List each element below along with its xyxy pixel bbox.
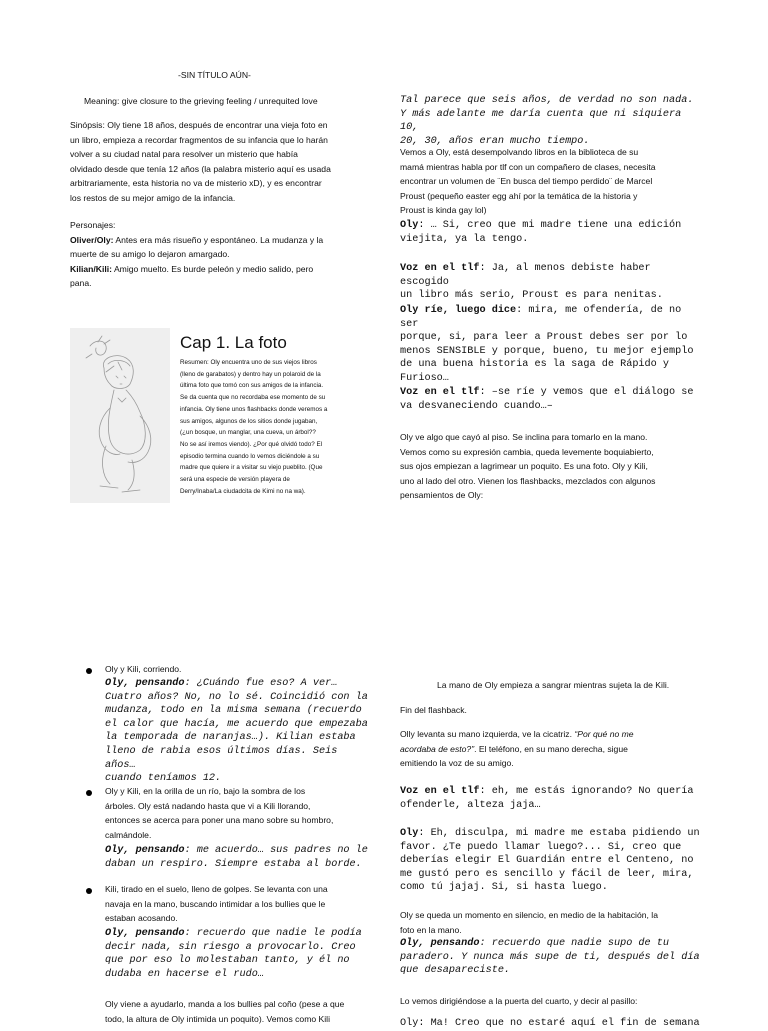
narration-line: Proust is kinda gay lol): [400, 205, 487, 215]
sinopsis-line: un libro, empieza a recordar fragmentos de su infancia que lo harán: [70, 134, 328, 145]
silence-paragraph: [400, 908, 700, 937]
meaning-line: Meaning: give closure to the grieving feeling / unrequited love: [84, 96, 318, 106]
resumen-line: (lleno de garabatos) y dentro hay un polaroid de la: [180, 370, 321, 378]
flashback-item-2: [105, 784, 370, 842]
door-line: Lo vemos dirigiéndose a la puerta del cuarto, y decir al pasillo:: [400, 996, 638, 1006]
flashback-text: árboles. Oly está nadando hasta que vi a Kili llorando,: [105, 800, 311, 811]
scar-paragraph: [400, 727, 700, 771]
dialogue-line: : eh, me estás ignorando? No quería: [479, 786, 694, 797]
character-name: Oliver/Oly:: [70, 234, 114, 245]
resumen-line: madre que quiere ir a visitar su viejo pueblito. (Que: [180, 464, 323, 472]
bullet-marker: [86, 790, 92, 796]
character-desc: Amigo muelto. Es burde peleón y medio salido, pero: [112, 263, 314, 274]
flashback-item-1: [105, 662, 370, 677]
dialogue-line: ofenderle, alteza jaja…: [400, 799, 541, 811]
flashback-thought-3: [105, 927, 370, 981]
sinopsis-block: [70, 118, 370, 205]
flashback-text: entonces se acerca para poner una mano sobre su hombro,: [105, 815, 334, 825]
dialogue-line: de una buena historia es la saga de Rápido y: [400, 359, 669, 371]
narration-line: encontrar un volumen de ¨En busca del tiempo perdido¨ de Marcel: [400, 176, 653, 186]
quote-line: Y más adelante me daría cuenta que ni siquiera 10,: [400, 108, 682, 134]
resumen-line: (¿un bosque, un manglar, una cueva, un árbol??: [180, 429, 316, 437]
flashback-thought-2: [105, 844, 370, 871]
resumen-line: No se así iremos viendo). ¿Por qué olvidó todo? El: [180, 440, 323, 448]
thought-line: lleno de rabia esos últimos días. Seis años…: [105, 745, 338, 771]
dialogue-line: porque, si, para leer a Proust debes ser por lo: [400, 332, 688, 344]
thought-line: cuando teníamos 12.: [105, 773, 222, 785]
quote-line: 20, 30, años eran mucho tiempo.: [400, 135, 590, 147]
personajes-block: [70, 218, 370, 291]
speaker-label: Voz en el tlf: [400, 786, 480, 797]
photo-discovery-paragraph: [400, 430, 700, 503]
resumen-line: Resumen: Oly encuentra uno de sus viejos libros: [180, 359, 317, 366]
thought-line: daban un respiro. Siempre estaba al borde.: [105, 858, 362, 870]
flashback-text: Oly y Kili, en la orilla de un río, bajo la sombra de los: [105, 786, 306, 796]
flashback-text: navaja en la mano, buscando intimidar a los bullies que le: [105, 898, 326, 909]
dialogue-line: va desvaneciendo cuando…–: [400, 400, 553, 412]
chapter-title: Cap 1. La foto: [180, 333, 287, 352]
resumen-line: será una especie de versión playera de: [180, 476, 290, 484]
speaker-label: Voz en el tlf: [400, 387, 480, 398]
opening-quote: [400, 94, 700, 148]
sinopsis-line: arbitrariamente, esta historia no va de misterio xD), y es encontrar: [70, 178, 322, 188]
inner-thought: “Por qué no me: [574, 729, 634, 739]
narration-line: pensamientos de Oly:: [400, 490, 484, 500]
speaker-label: Voz en el tlf: [400, 263, 480, 274]
narration-line: foto en la mano.: [400, 924, 462, 935]
thought-line: : ¿Cuándo fue eso? A ver…: [184, 678, 338, 689]
speaker-label: Oly, pensando: [105, 678, 185, 689]
flashback-thought-1: [105, 677, 370, 786]
character-desc: Antes era más risueño y espontáneo. La mudanza y la: [113, 234, 324, 245]
dialogue-phone-2: [400, 386, 700, 413]
character-name: Kilian/Kili:: [70, 263, 113, 274]
flashback-continuation: [105, 997, 370, 1026]
resumen-block: [180, 357, 375, 497]
resumen-line: sus amigos, algunos de los sitios donde jugaban,: [180, 417, 318, 425]
thought-line: la temporada de naranjas…). Kilian estaba: [105, 732, 356, 744]
bullet-marker: [86, 668, 92, 674]
dialogue-line: viejita, ya la tengo.: [400, 233, 529, 245]
flashback-text: Oly viene a ayudarlo, manda a los bullies pal coño (pese a que: [105, 999, 345, 1009]
dialogue-line: un libro más serio, Proust es para nenitas.: [400, 290, 663, 302]
narration-line: Proust (pequeño easter egg ahí por la temática de la historia y: [400, 190, 638, 201]
sinopsis-line: Sinópsis: Oly tiene 18 años, después de encontrar una vieja foto en: [70, 120, 328, 130]
thought-line: mudanza, todo en la misma semana (recuerdo: [105, 705, 362, 717]
sinopsis-line: volver a su ciudad natal para resolver un misterio que había: [70, 149, 298, 159]
speaker-label: Oly, pensando: [105, 845, 185, 856]
character-desc: muerte de su amigo lo dejaron amargado.: [70, 249, 230, 259]
dialogue-line: : … Si, creo que mi madre tiene una edición: [418, 220, 682, 231]
narration-line: Oly ve algo que cayó al piso. Se inclina para tomarlo en la mano.: [400, 432, 648, 442]
scene-description: [400, 145, 700, 218]
thought-line: el calor que hacía, me acuerdo que empezaba: [105, 718, 368, 730]
flashback-text: todo, la altura de Oly intimida un poquito). Vemos como Kili: [105, 1013, 330, 1024]
speaker-label: Oly ríe, luego dice: [400, 305, 517, 316]
dialogue-line: menos SENSIBLE y porque, bueno, tu mejor ejemplo: [400, 345, 694, 357]
narration-line: sus ojos empiezan a lagrimear un poquito. Es una foto. Oly y Kili,: [400, 461, 648, 471]
bullet-marker: [86, 888, 92, 894]
character-desc: pana.: [70, 278, 92, 288]
resumen-line: última foto que tomó con sus amigos de la infancia.: [180, 382, 324, 390]
dialogue-line: : –se ríe y vemos que el diálogo se: [479, 387, 694, 398]
character-kilian: [70, 262, 370, 277]
flashback-text: Kili, tirado en el suelo, lleno de golpes. Se levanta con una: [105, 884, 328, 894]
thought-line: que por eso lo molestaban tanto, y él no: [105, 955, 350, 967]
thought-line: decir nada, sin riesgo a provocarlo. Creo: [105, 941, 356, 953]
final-dialogue: Oly: Ma! Creo que no estaré aquí el fin de semana: [400, 1018, 700, 1029]
thought-oly-final: [400, 937, 700, 978]
narration-text: Olly levanta su mano izquierda, ve la cicatriz.: [400, 729, 575, 739]
character-sketch-image: [70, 328, 170, 503]
narration-line: Oly se queda un momento en silencio, en medio de la habitación, la: [400, 910, 658, 920]
speaker-label: Oly, pensando: [400, 938, 480, 949]
dialogue-line: Furioso…: [400, 372, 449, 384]
dialogue-line: : mira, me ofendería, de no ser: [400, 305, 682, 330]
speaker-label: Oly: [400, 220, 419, 231]
character-oliver: [70, 233, 370, 248]
dialogue-line: me gustó pero es sencillo y fácil de leer, mira,: [400, 868, 694, 880]
dialogue-line: deberías elegir El Guardián entre el Centeno, no: [400, 855, 694, 867]
flashback-text: calmándole.: [105, 829, 152, 840]
sinopsis-line: olvidado desde que tenía 12 años (la palabra misterio aquí es usada: [70, 163, 331, 174]
sketch-drawing: [70, 328, 170, 503]
resumen-line: Derry/Inaba/La ciudadcita de Kimi no na wa).: [180, 487, 306, 495]
narration-line: Vemos a Oly, está desempolvando libros en la biblioteca de su: [400, 147, 639, 157]
flashback-item-3: [105, 882, 370, 926]
personajes-heading: Personajes:: [70, 220, 116, 230]
speaker-label: Oly: [400, 828, 419, 839]
dialogue-line: : Ja, al menos debiste haber escogido: [400, 263, 651, 288]
thought-line: paradero. Y nunca más supe de ti, después del día: [400, 951, 700, 963]
dialogue-phone-3: [400, 785, 700, 812]
flashback-text: Oly y Kili, corriendo.: [105, 664, 182, 674]
blood-line: La mano de Oly empieza a sangrar mientras sujeta la de Kili.: [437, 680, 670, 690]
resumen-line: Se da cuenta que no recordaba ese momento de su: [180, 394, 326, 402]
narration-line: Vemos como su expresión cambia, queda levemente boquiabierto,: [400, 446, 654, 457]
narration-line: mamá mientras habla por tlf con un compañero de clases, necesita: [400, 161, 656, 172]
sinopsis-line: los restos de su mejor amigo de la infancia.: [70, 192, 236, 203]
resumen-line: episodio termina cuando lo vemos diciéndole a su: [180, 452, 320, 460]
document-title: -SIN TÍTULO AÚN-: [178, 70, 251, 80]
resumen-line: infancia. Oly tiene unos flashbacks donde veremos a: [180, 405, 328, 413]
inner-thought: acordaba de esto?”: [400, 743, 475, 754]
thought-line: : recuerdo que nadie le podía: [184, 928, 362, 939]
dialogue-oly-1: [400, 219, 700, 246]
dialogue-oly-3: [400, 827, 700, 895]
dialogue-line: favor. ¿Te puedo llamar luego?... Si, creo que: [400, 841, 682, 853]
thought-line: dudaba en hacerse el rudo…: [105, 968, 264, 980]
flashback-text: estaban acosando.: [105, 913, 178, 923]
flashback-end: Fin del flashback.: [400, 705, 467, 715]
thought-line: Cuatro años? No, no lo sé. Coincidió con la: [105, 691, 368, 703]
dialogue-oly-2: [400, 304, 700, 386]
thought-line: : recuerdo que nadie supo de tu: [479, 938, 670, 949]
dialogue-phone-1: [400, 262, 700, 303]
narration-text: emitiendo la voz de su amigo.: [400, 758, 514, 768]
dialogue-line: : Eh, disculpa, mi madre me estaba pidiendo un: [418, 828, 700, 839]
narration-line: uno al lado del otro. Vienen los flashbacks, mezclados con algunos: [400, 475, 656, 486]
quote-line: Tal parece que seis años, de verdad no son nada.: [400, 95, 694, 106]
thought-line: que desapareciste.: [400, 965, 511, 977]
thought-line: : me acuerdo… sus padres no le: [184, 845, 368, 856]
speaker-label: Oly, pensando: [105, 928, 185, 939]
dialogue-line: como tú jajaj. Si, si hasta luego.: [400, 882, 608, 894]
narration-text: . El teléfono, en su mano derecha, sigue: [474, 743, 628, 754]
